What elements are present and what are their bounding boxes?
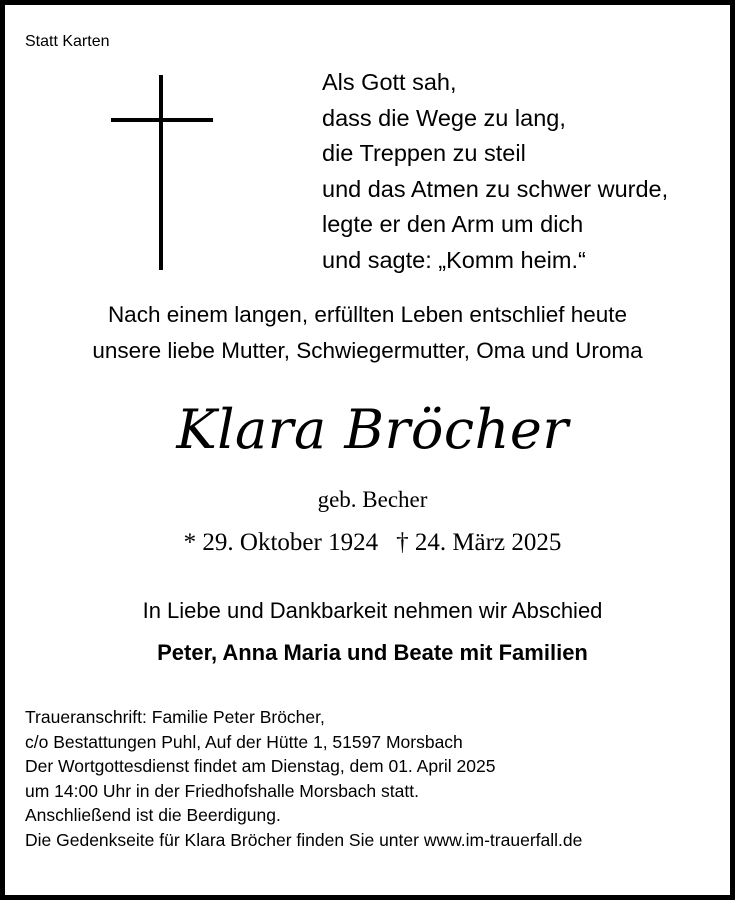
info-line: c/o Bestattungen Puhl, Auf der Hütte 1, 51597 Morsbach: [25, 731, 463, 752]
maiden-name: geb. Becher: [317, 487, 428, 512]
info-line: Die Gedenkseite für Klara Bröcher finden Sie unter www.im-trauerfall.de: [25, 829, 583, 850]
cross-icon: [111, 75, 213, 270]
poem-line: Als Gott sah,: [322, 69, 457, 95]
statt-karten-label: Statt Karten: [25, 33, 110, 50]
poem-line: legte er den Arm um dich: [322, 211, 584, 237]
intro-text: [5, 297, 730, 369]
family-names: Peter, Anna Maria und Beate mit Familien: [157, 640, 588, 665]
poem-line: und sagte: „Komm heim.“: [322, 246, 586, 273]
poem-line: dass die Wege zu lang,: [322, 104, 566, 131]
intro-line-2: unsere liebe Mutter, Schwiegermutter, Oma und Uroma: [92, 338, 643, 363]
poem-line: die Treppen zu steil: [322, 140, 526, 166]
life-dates: [5, 527, 735, 559]
info-line: Anschließend ist die Beerdigung.: [25, 805, 281, 825]
poem-line: und das Atmen zu schwer wurde,: [322, 175, 669, 202]
info-line: um 14:00 Uhr in der Friedhofshalle Morsbach statt.: [25, 780, 419, 801]
funeral-info: [25, 705, 582, 852]
info-line: Traueranschrift: Familie Peter Bröcher,: [25, 707, 325, 727]
farewell-text: In Liebe und Dankbarkeit nehmen wir Abschied: [142, 598, 603, 623]
poem: [322, 65, 668, 278]
death-date: † 24. März 2025: [396, 529, 562, 556]
birth-date: * 29. Oktober 1924: [183, 529, 379, 556]
intro-line-1: Nach einem langen, erfüllten Leben entschlief heute: [107, 302, 628, 327]
deceased-name: Klara Bröcher: [176, 398, 569, 461]
info-line: Der Wortgottesdienst findet am Dienstag, dem 01. April 2025: [25, 756, 496, 776]
